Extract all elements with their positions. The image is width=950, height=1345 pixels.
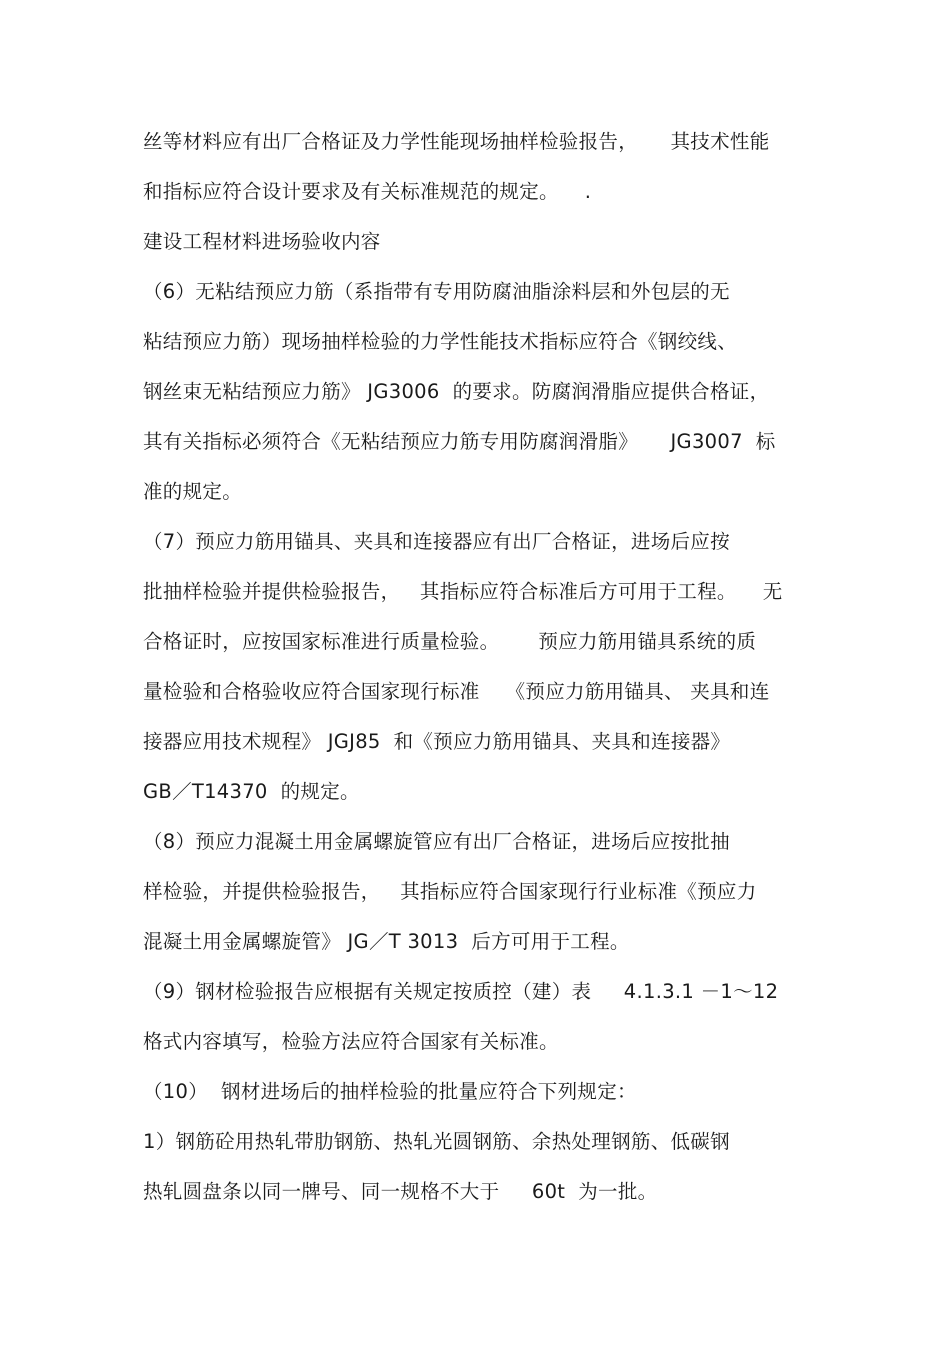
text-line: 准的规定。 bbox=[143, 480, 243, 503]
text-line: 和指标应符合设计要求及有关标准规范的规定。 . bbox=[143, 180, 592, 203]
text-line: 热轧圆盘条以同一牌号、同一规格不大于 60t 为一批。 bbox=[143, 1180, 658, 1203]
text-line: 接器应用技术规程》 JGJ85 和《预应力筋用锚具、夹具和连接器》 bbox=[143, 730, 731, 753]
text-line: 丝等材料应有出厂合格证及力学性能现场抽样检验报告， 其技术性能 bbox=[143, 130, 770, 153]
text-line: （8）预应力混凝土用金属螺旋管应有出厂合格证，进场后应按批抽 bbox=[143, 830, 730, 853]
text-line: 钢丝束无粘结预应力筋》 JG3006 的要求。防腐润滑脂应提供合格证， bbox=[143, 380, 770, 403]
text-line: 格式内容填写，检验方法应符合国家有关标准。 bbox=[143, 1030, 559, 1053]
text-line: （6）无粘结预应力筋（系指带有专用防腐油脂涂料层和外包层的无 bbox=[143, 280, 730, 303]
text-line: （7）预应力筋用锚具、夹具和连接器应有出厂合格证，进场后应按 bbox=[143, 530, 730, 553]
text-line: （10） 钢材进场后的抽样检验的批量应符合下列规定： bbox=[143, 1080, 637, 1103]
text-line: GB／T14370 的规定。 bbox=[143, 780, 360, 803]
text-line: 量检验和合格验收应符合国家现行标准 《预应力筋用锚具、 夹具和连 bbox=[143, 680, 770, 703]
text-line: 混凝土用金属螺旋管》 JG／T 3013 后方可用于工程。 bbox=[143, 930, 630, 953]
text-line: 粘结预应力筋）现场抽样检验的力学性能技术指标应符合《钢绞线、 bbox=[143, 330, 738, 353]
text-line: 合格证时，应按国家标准进行质量检验。 预应力筋用锚具系统的质 bbox=[143, 630, 757, 653]
text-line: 样检验，并提供检验报告， 其指标应符合国家现行行业标准《预应力 bbox=[143, 880, 757, 903]
text-line: 批抽样检验并提供检验报告， 其指标应符合标准后方可用于工程。 无 bbox=[143, 580, 783, 603]
text-line: （9）钢材检验报告应根据有关规定按质控（建）表 4.1.3.1 －1～12 bbox=[143, 980, 779, 1003]
text-line: 其有关指标必须符合《无粘结预应力筋专用防腐润滑脂》 JG3007 标 bbox=[143, 430, 776, 453]
section-heading: 建设工程材料进场验收内容 bbox=[143, 230, 381, 253]
text-line: 1）钢筋砼用热轧带肋钢筋、热轧光圆钢筋、余热处理钢筋、低碳钢 bbox=[143, 1130, 730, 1153]
